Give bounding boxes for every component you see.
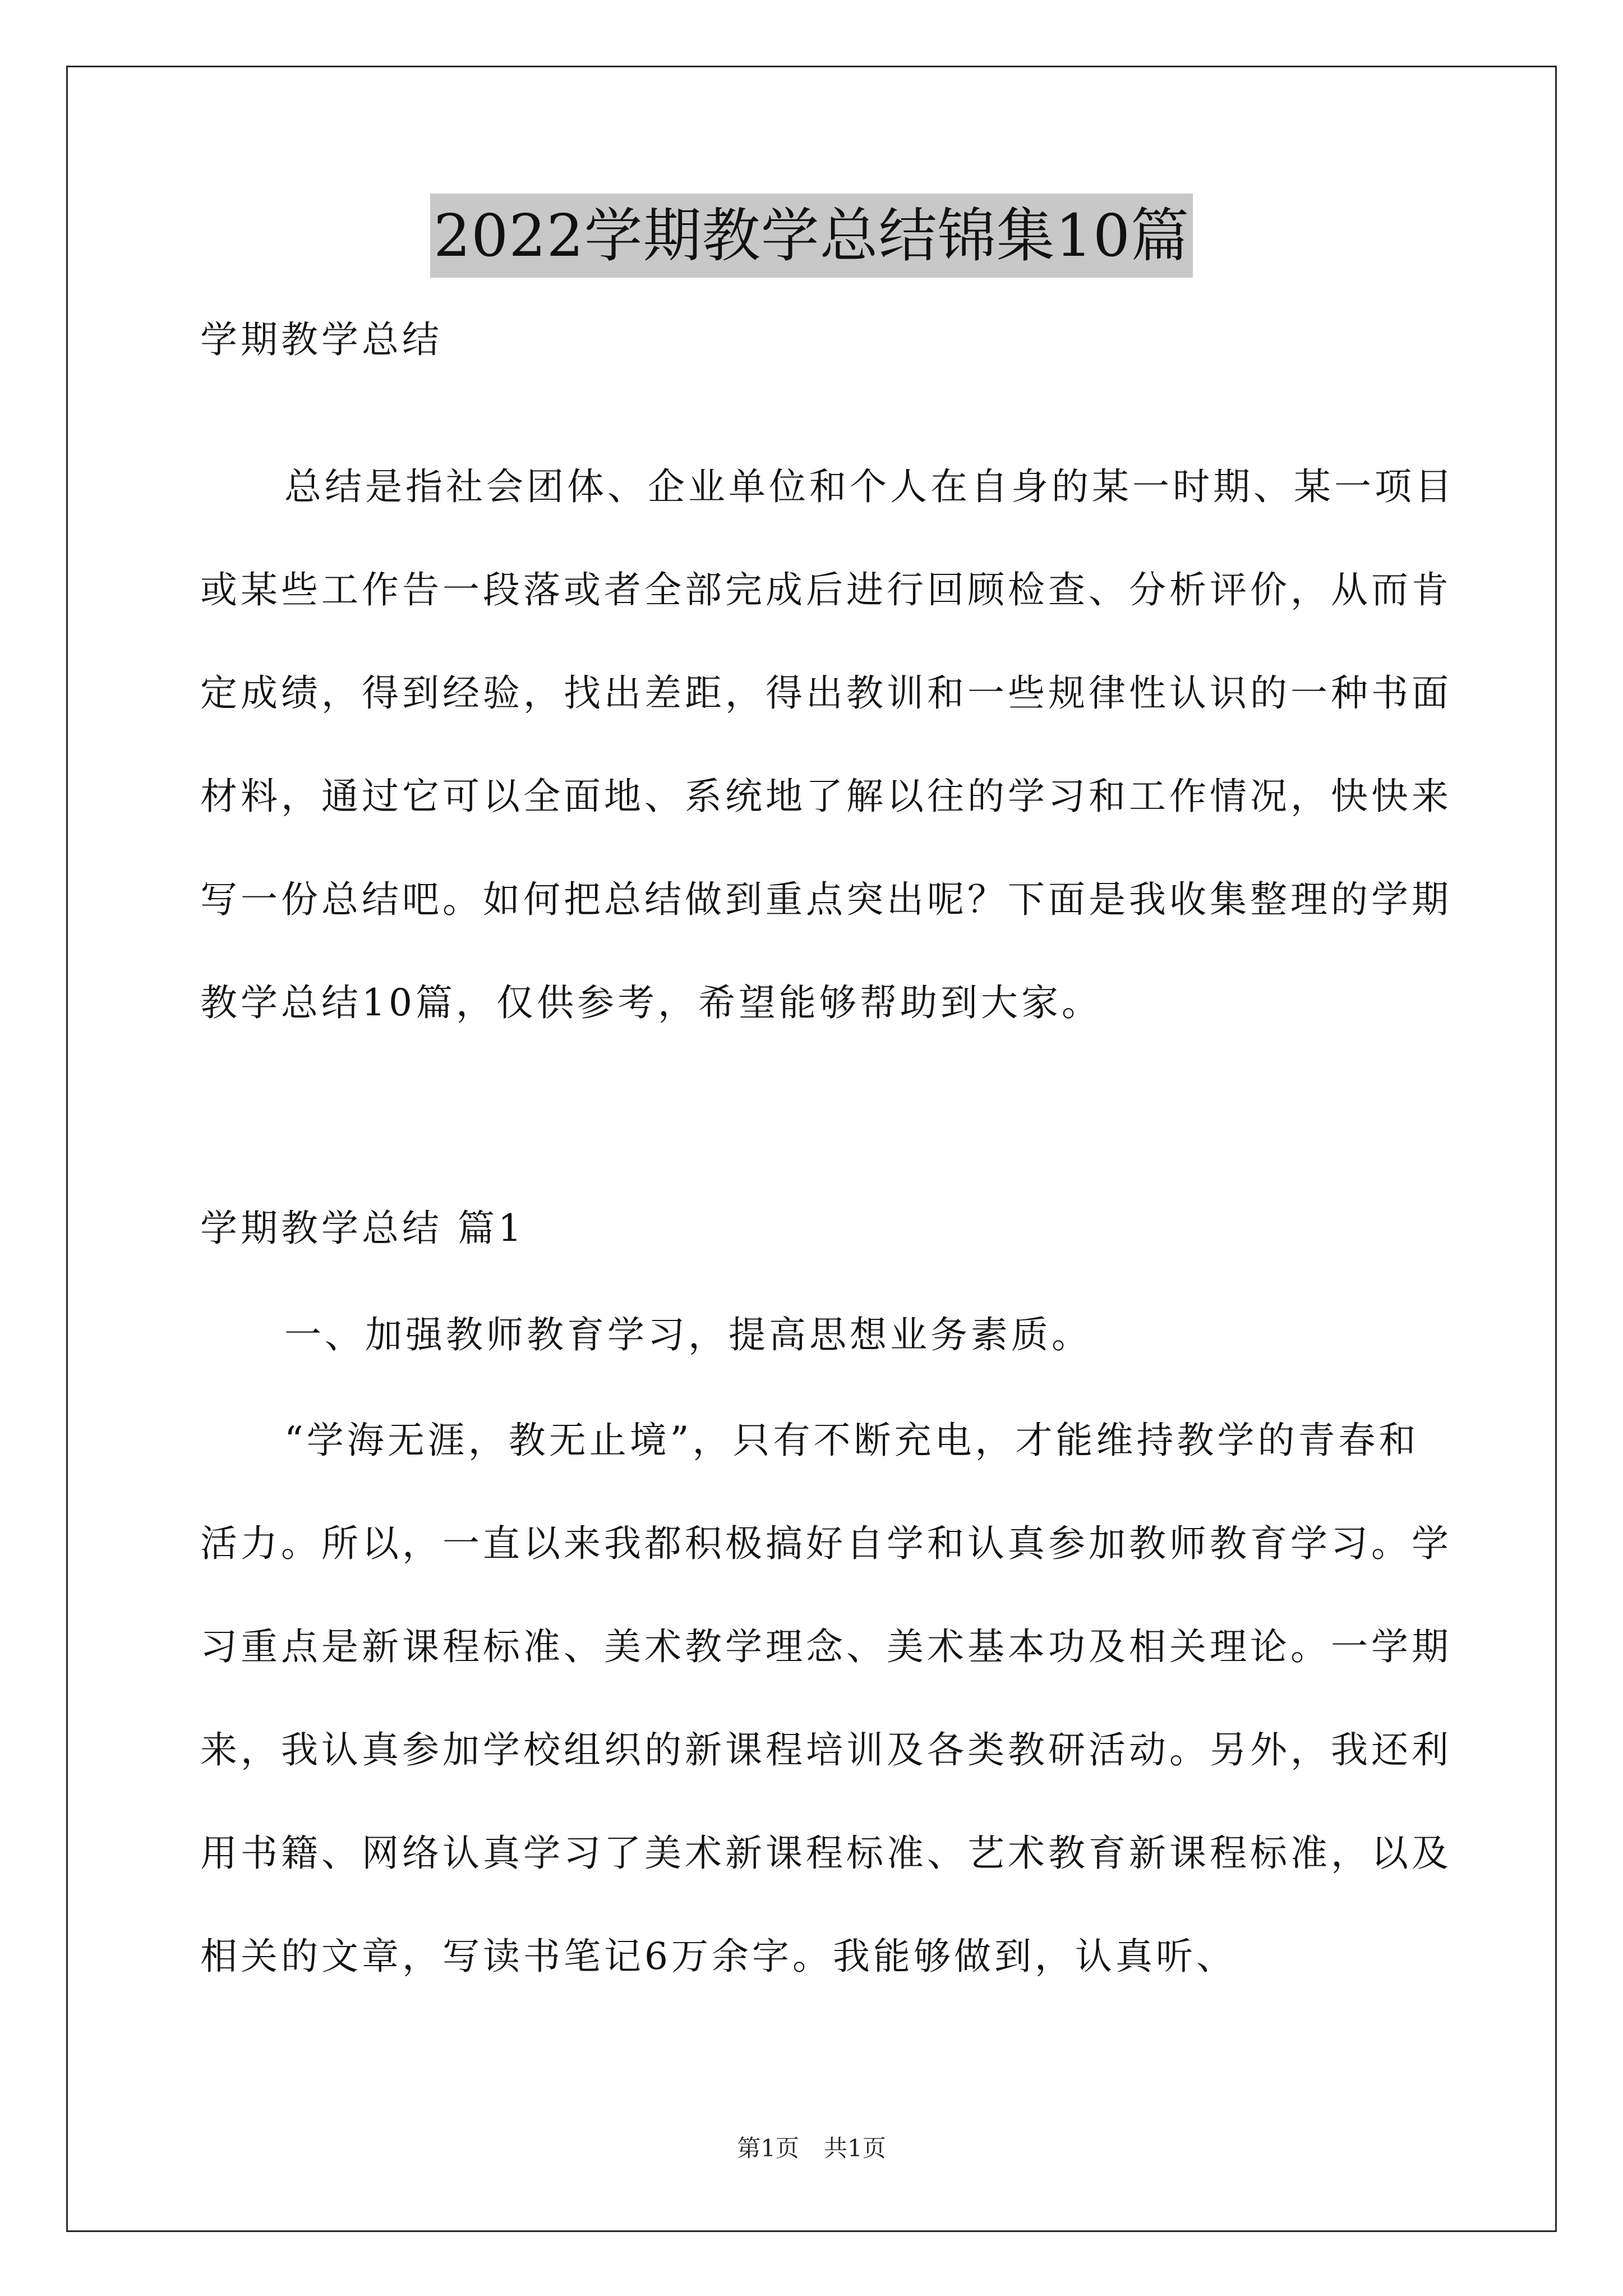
section-1-paragraph: “学海无涯，教无止境”，只有不断充电，才能维持教学的青春和活力。所以，一直以来我都积极搞好自学和认真参加教师教育学习。学习重点是新课程标准、美术教学理念、美术基本功及相关理论。一学期来，我认真参加学校组织的新课程培训及各类教研活动。另外，我还利用书籍、网络认真学习了美术新课程标准、艺术教育新课程标准，以及相关的文章，写读书笔记6万余字。我能够做到，认真听、 <box>200 1419 1452 1978</box>
section-1-subheading: 一、加强教师教育学习，提高思想业务素质。 <box>284 1313 1092 1356</box>
page-total: 共1页 <box>824 2134 886 2162</box>
title-container <box>0 194 1623 278</box>
intro-heading: 学期教学总结 <box>200 318 442 361</box>
document-title: 2022学期教学总结锦集10篇 <box>430 194 1193 278</box>
intro-paragraph: 总结是指社会团体、企业单位和个人在自身的某一时期、某一项目或某些工作告一段落或者全部完成后进行回顾检查、分析评价，从而肯定成绩，得到经验，找出差距，得出教训和一些规律性认识的一种书面材料，通过它可以全面地、系统地了解以往的学习和工作情况，快快来写一份总结吧。如何把总结做到重点突出呢？下面是我收集整理的学期教学总结10篇，仅供参考，希望能够帮助到大家。 <box>200 465 1455 1024</box>
page-number: 第1页 <box>737 2134 799 2162</box>
section-1-heading: 学期教学总结 篇1 <box>200 1207 525 1250</box>
page-footer <box>0 2132 1623 2165</box>
